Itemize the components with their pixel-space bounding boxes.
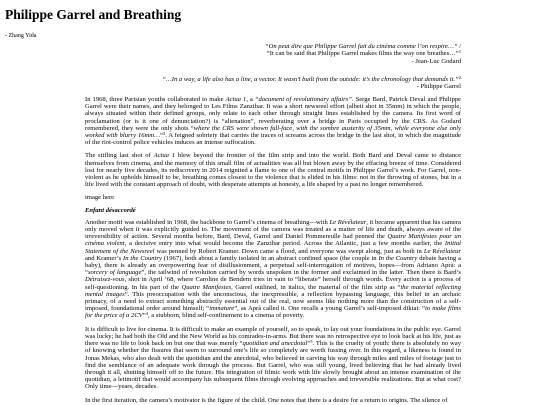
text-run: It is difficult to live for cinema. It is difficult to make an example of yourself, so to speak, to lay out your foundations in the public eye. Garrel was lucky; he had both the Old and the New World as his comrades-in-arms. But there was no retrospective eye to look back at his life, just as there was no life to look back on but one that was merely “ bbox=[85, 325, 461, 348]
text-run: , a decisive entry into what would become the Zanzibar period. Across the Atlantic, just a few months earlier, the bbox=[124, 240, 445, 248]
italic-text: Détruisez-vous bbox=[85, 276, 125, 284]
italic-text: Quatre Manifestes pour un cinéma violent bbox=[85, 233, 461, 248]
italic-text: sorcery of language bbox=[87, 269, 142, 277]
italic-text: Initial Statement of the Newsreel bbox=[85, 240, 461, 255]
text-run: (1967), both about a family isolated in an abstract confined space (the couple in bbox=[161, 254, 379, 262]
footnote-ref[interactable]: 1 bbox=[458, 49, 461, 55]
text-run: ”, as Aprà called it. One recalls a young Garrel’s self-imposed diktat: “ bbox=[234, 305, 426, 313]
text-run: , shot in April ’68, where Caroline de Bendern tries in vain to “liberate” herself through words. Every action is a process of self-questioning. In his part of the bbox=[85, 276, 461, 291]
text-run: / bbox=[457, 43, 461, 50]
italic-text: immature bbox=[209, 305, 235, 313]
text-run: ” bbox=[142, 312, 146, 320]
text-run: and Kramer’s bbox=[85, 254, 124, 262]
footnote-ref[interactable]: 3 bbox=[162, 130, 166, 136]
italic-text: “document of revolutionary affairs” bbox=[254, 96, 352, 103]
text-run: ” bbox=[159, 132, 163, 140]
epigraph-quote-english bbox=[265, 50, 461, 57]
text-run: - Jean-Luc Godard bbox=[411, 57, 461, 65]
paragraph bbox=[85, 152, 461, 188]
paragraph bbox=[85, 219, 461, 320]
image-placeholder: image here bbox=[85, 194, 115, 202]
text-run: debate having a baby), there is already an overpowering fear of disillusionment, a perpetual self-interrogation of motives, hopes—from Adriano Aprà: a “ bbox=[85, 254, 461, 277]
italic-text: to make films for the price of a 2CV bbox=[85, 305, 461, 320]
italic-text: quotidian and anecdotal bbox=[242, 340, 308, 348]
paragraph bbox=[85, 397, 461, 404]
page-title: Philippe Garrel and Breathing bbox=[5, 7, 182, 22]
text-run: was penned by Robert Kramer. Down came a flood, and everyone was swept along, just as both in bbox=[154, 247, 424, 255]
text-run: , it became apparent that his camera only moved when it was explicitly guided to. The movement of the camera was treated as a matter of life and death, always aware of the irreversibility of action. Several months before, Bard, Deval, Garrel and Daniel Pommereulle had penned the bbox=[85, 218, 461, 241]
text-run: , a bbox=[246, 96, 255, 103]
epigraph-quote-french bbox=[265, 43, 461, 50]
text-run: . This is the cruelty of youth: there is absolutely no way of knowing whether the fissures that seem to surround one’s life so completely are worth fussing over. In this regard, a likeness is found in Jonas Mekas, who also dealt with the quotidian and the anecdotal, who believed in carving his way through miles and miles of footage just to find the semblance of an adequate work through the process. But Garrel, who was still young, lived believing that he had already lived through it all, shutting himself off to the future. His integration of filmic work with life slowly brought about an intense examination of the quotidian, a leitmotif that would accompany his subsequent films through evolving approaches and irreversible realizations. But at what cost? Only time—years, decades. bbox=[85, 340, 461, 391]
text-run: blew beyond the frontier of the film strip and into the world. Both Bard and Deval came to distance themselves from cinema, and the memory of this small film of actualities was all but blown away by the effacing breeze of time. Considered lost for nearly five decades, its rediscovery in 2014 reignited a flame to one of the central motifs in Philippe Garrel’s work. For Garrel, non-violent as he upholds himself to be, breathing comes closest to the violence that is elided in his films: not in the throwing of stones, but in a life lived with the constant approach of doubt, with desperate attempts at honesty, a life shaped by a past no longer remembered. bbox=[85, 152, 461, 189]
italic-text: In the Country bbox=[378, 254, 418, 262]
italic-text: “On peut dire que Philippe Garrel fait du cinéma comme l’on respire…” bbox=[264, 43, 458, 50]
epigraph-attribution bbox=[162, 83, 461, 90]
italic-text: the material reflecting mental images bbox=[85, 283, 461, 298]
paragraph bbox=[85, 96, 461, 146]
text-run: . Serge Bard, Patrick Deval and Philippe Garrel were their names, and they belonged to Les Films Zanzibar. It was a short newsreel effort (albeit shot in 35mm) in which the people, always situated within their defined groups, only relate to each other through straight lines established by the camera. Its first word of proclamation (or is it one of denunciation?) is “alienation”, reverberating over a bridge in Paris occupied by the CRS. As Godard remembered, they were the only shots “ bbox=[85, 96, 461, 132]
epigraph-garrel bbox=[162, 76, 461, 91]
epigraph-quote bbox=[162, 76, 461, 83]
italic-text: Quatre Manifestes bbox=[181, 283, 232, 291]
italic-text: Actua 1 bbox=[153, 152, 176, 160]
text-run: , a stubborn, blind self-confinement to a cinema of poverty. bbox=[147, 312, 305, 320]
italic-text: In the Country bbox=[123, 254, 162, 262]
text-run: ”, the tailwind of revolution carried by words unspoken in the former and exclaimed in the latter. Then there is Bard’s bbox=[141, 269, 461, 277]
footnote-ref[interactable]: 5 bbox=[310, 339, 313, 345]
epigraph-godard bbox=[265, 43, 461, 65]
author-byline: - Zhang Yida bbox=[5, 33, 37, 39]
text-run: , Garrel outlined, in italics, the material of the film strip as “ bbox=[231, 283, 401, 291]
text-run: In 1968, three Parisian youths collaborated to make bbox=[85, 96, 226, 103]
text-run: - Philippe Garrel bbox=[416, 83, 461, 91]
italic-text: “…In a way, a life also has a line, a vector. It wasn’t built from the outside: it’s the chronology that demands it.” bbox=[162, 76, 459, 83]
article-body bbox=[85, 96, 461, 405]
footnote-ref[interactable]: 4 bbox=[145, 311, 148, 317]
text-run: ” bbox=[307, 340, 311, 348]
footnote-ref[interactable]: 2 bbox=[458, 74, 461, 80]
italic-text: Le Révélateur bbox=[329, 218, 367, 226]
epigraph-attribution bbox=[265, 58, 461, 65]
text-run: In the first iteration, the camera’s motivator is the figure of the child. One notes that there is a desire for a return to origins. The silence of bbox=[85, 396, 448, 404]
italic-text: where the CRS were shown full-face, with the sombre austerity of 35mm, while everyone else only worked with blurry 16mm… bbox=[85, 124, 461, 140]
text-run: ”. This preoccupation with the unconscious, the inexpressible, a reflection bypassing language, this belief in an archaic primacy, of a need to extract something abstractly essential out of the real, now seems like nothing more than the construction of a self-imposed, foundational order around himself; “ bbox=[85, 290, 461, 313]
italic-text: Le Révélateur bbox=[423, 247, 461, 255]
paragraph bbox=[85, 326, 461, 391]
text-run: Another motif was established in 1968, the backbone to Garrel’s cinema of breathing—with bbox=[85, 218, 330, 226]
italic-text: Actua 1 bbox=[225, 96, 247, 103]
text-run: The stifling last shot of bbox=[85, 152, 154, 160]
text-run: “It can be said that Philippe Garrel makes films the way one breathes…” bbox=[266, 50, 459, 58]
text-run: . A feigned sobriety that carries the traces of screams across the bridge in the last shot, in which the magnitude of the riot-control police vehicles induces an intense suffocation. bbox=[85, 132, 461, 147]
section-heading: Enfant désaccordé bbox=[85, 206, 136, 214]
